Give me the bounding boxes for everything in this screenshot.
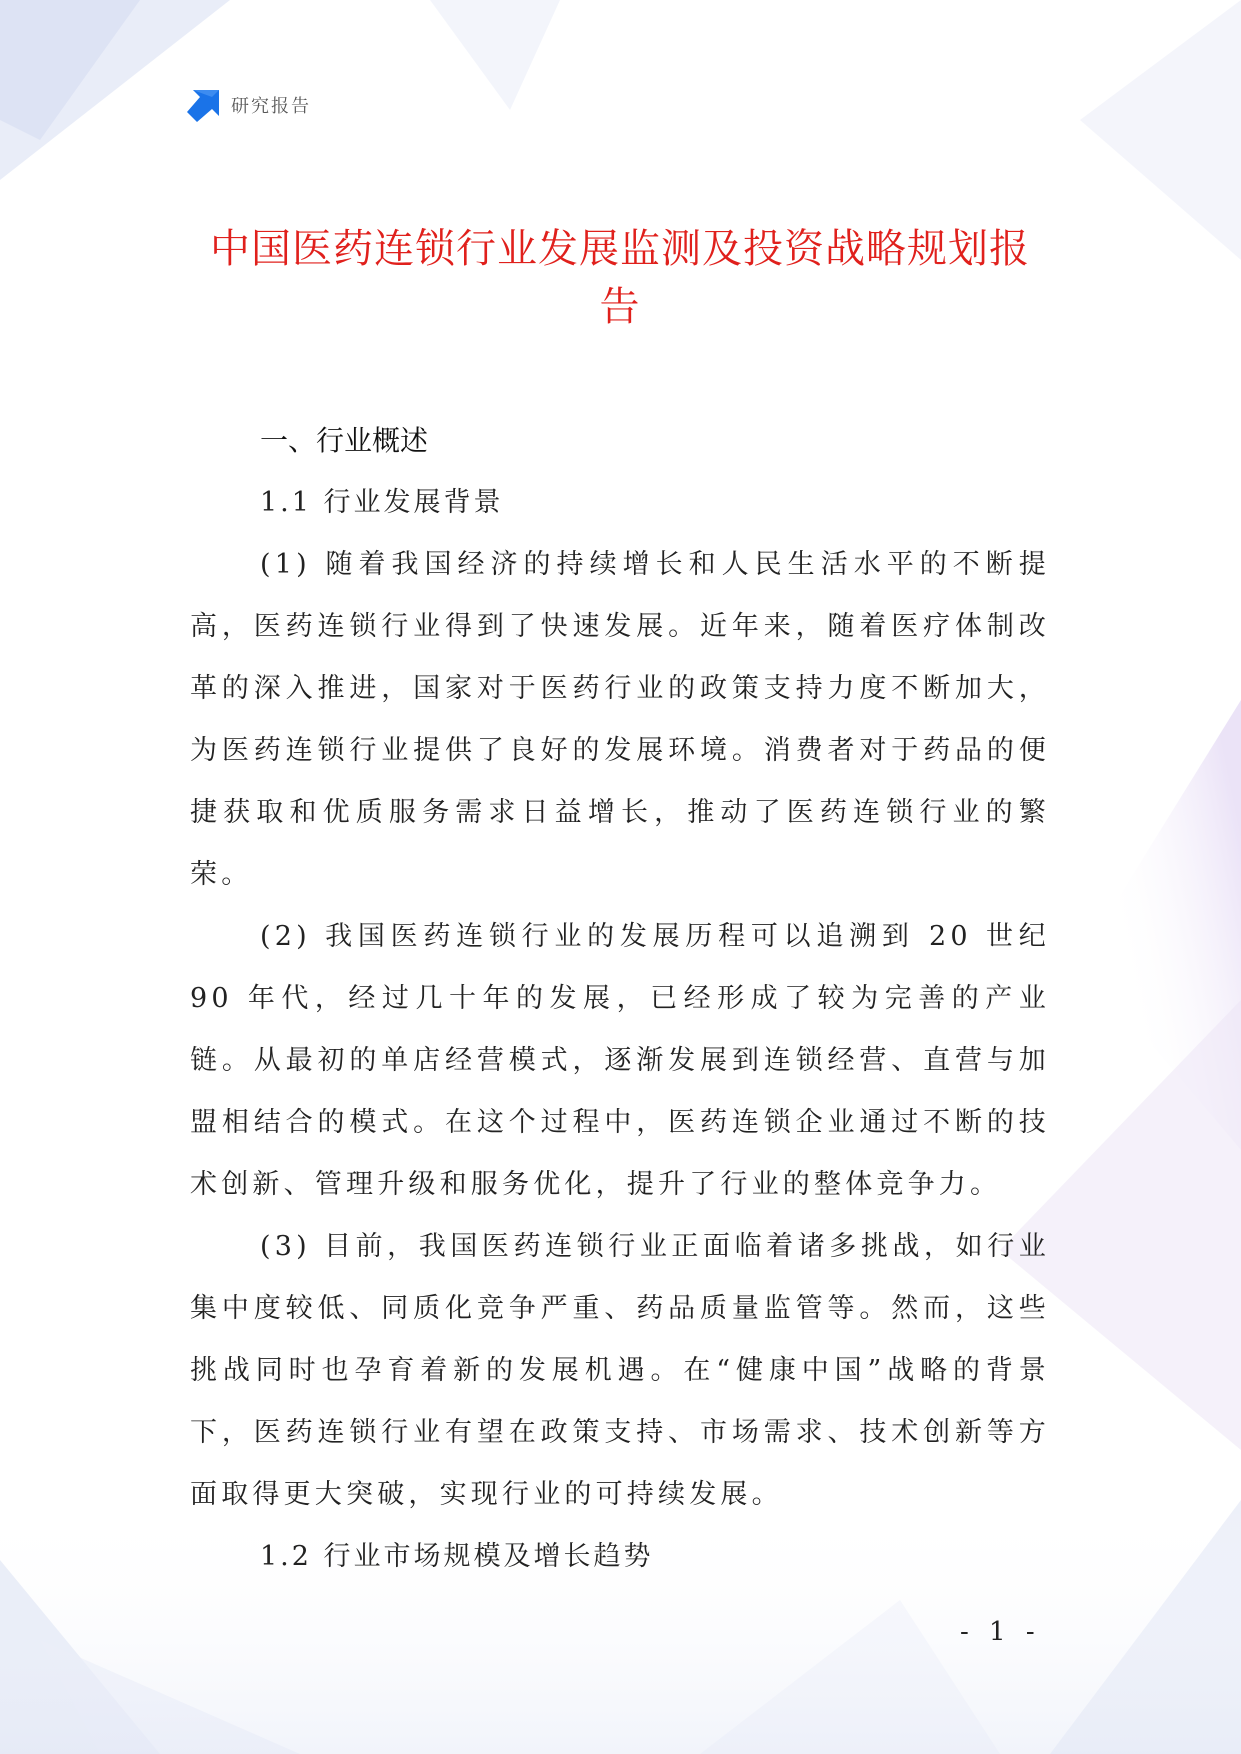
- report-header: [187, 88, 311, 122]
- document-body: [190, 410, 1050, 1588]
- section-heading: 一、行业概述: [260, 424, 429, 457]
- paragraph: (2) 我国医药连锁行业的发展历程可以追溯到 20 世纪 90 年代，经过几十年的发展，已经形成了较为完善的产业链。从最初的单店经营模式，逐渐发展到连锁经营、直营与加盟相结合的模式。在这个过程中，医药连锁企业通过不断的技术创新、管理升级和服务优化，提升了行业的整体竞争力。: [190, 921, 1050, 1200]
- paragraph: (1) 随着我国经济的持续增长和人民生活水平的不断提高，医药连锁行业得到了快速发展。近年来，随着医疗体制改革的深入推进，国家对于医药行业的政策支持力度不断加大，为医药连锁行业提供了良好的发展环境。消费者对于药品的便捷获取和优质服务需求日益增长，推动了医药连锁行业的繁荣。: [190, 549, 1050, 890]
- arrow-up-right-icon: [187, 88, 221, 122]
- subsection-heading: 1.2 行业市场规模及增长趋势: [260, 1541, 654, 1572]
- page-number: - 1 -: [960, 1617, 1041, 1647]
- subsection-heading: 1.1 行业发展背景: [260, 487, 504, 518]
- document-title: 中国医药连锁行业发展监测及投资战略规划报告: [210, 226, 1030, 330]
- header-label: 研究报告: [231, 96, 311, 117]
- paragraph: (3) 目前，我国医药连锁行业正面临着诸多挑战，如行业集中度较低、同质化竞争严重、药品质量监管等。然而，这些挑战同时也孕育着新的发展机遇。在“健康中国”战略的背景下，医药连锁行业有望在政策支持、市场需求、技术创新等方面取得更大突破，实现行业的可持续发展。: [190, 1231, 1050, 1510]
